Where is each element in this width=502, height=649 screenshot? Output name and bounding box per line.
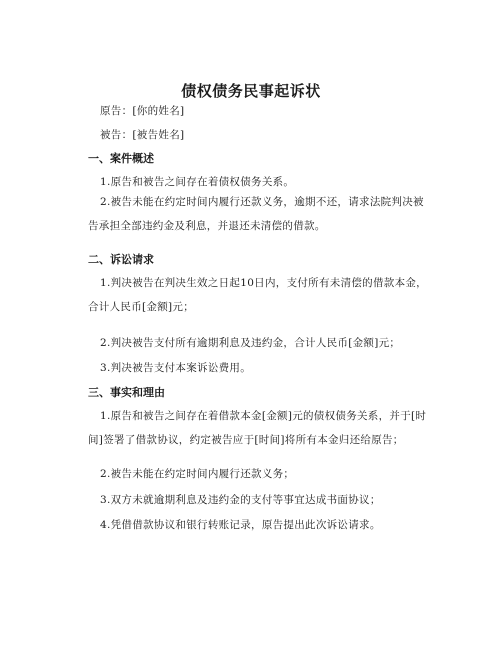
section-heading-facts: 三、事实和理由 bbox=[88, 386, 165, 399]
claims-paragraph-1: 1.判决被告在判决生效之日起10日内，支付所有未清偿的借款本金，合计人民币[金额]元； bbox=[88, 277, 427, 313]
plaintiff-line: 原告：[你的姓名] bbox=[100, 105, 185, 117]
claims-paragraph-3: 3.判决被告支付本案诉讼费用。 bbox=[100, 362, 252, 374]
overview-paragraph-1: 1.原告和被告之间存在着债权债务关系。 bbox=[100, 176, 295, 188]
facts-paragraph-2: 2.被告未能在约定时间内履行还款义务； bbox=[100, 468, 295, 480]
claims-paragraph-2: 2.判决被告支付所有逾期利息及违约金，合计人民币[金额]元； bbox=[100, 337, 401, 349]
section-heading-overview: 一、案件概述 bbox=[88, 152, 154, 165]
defendant-line: 被告：[被告姓名] bbox=[100, 129, 185, 141]
facts-paragraph-3: 3.双方未就逾期利息及违约金的支付等事宜达成书面协议； bbox=[100, 494, 381, 506]
facts-paragraph-1: 1.原告和被告之间存在着借款本金[金额]元的债权债务关系，并于[时间]签署了借款协议，约定被告应于[时间]将所有本金归还给原告； bbox=[88, 410, 427, 446]
document-title: 债权债务民事起诉状 bbox=[181, 82, 321, 100]
overview-paragraph-2: 2.被告未能在约定时间内履行还款义务，逾期不还，请求法院判决被告承担全部违约金及利息，并退还未清偿的借款。 bbox=[88, 196, 424, 232]
section-heading-claims: 二、诉讼请求 bbox=[88, 253, 154, 266]
facts-paragraph-4: 4.凭借借款协议和银行转账记录，原告提出此次诉讼请求。 bbox=[100, 519, 381, 531]
